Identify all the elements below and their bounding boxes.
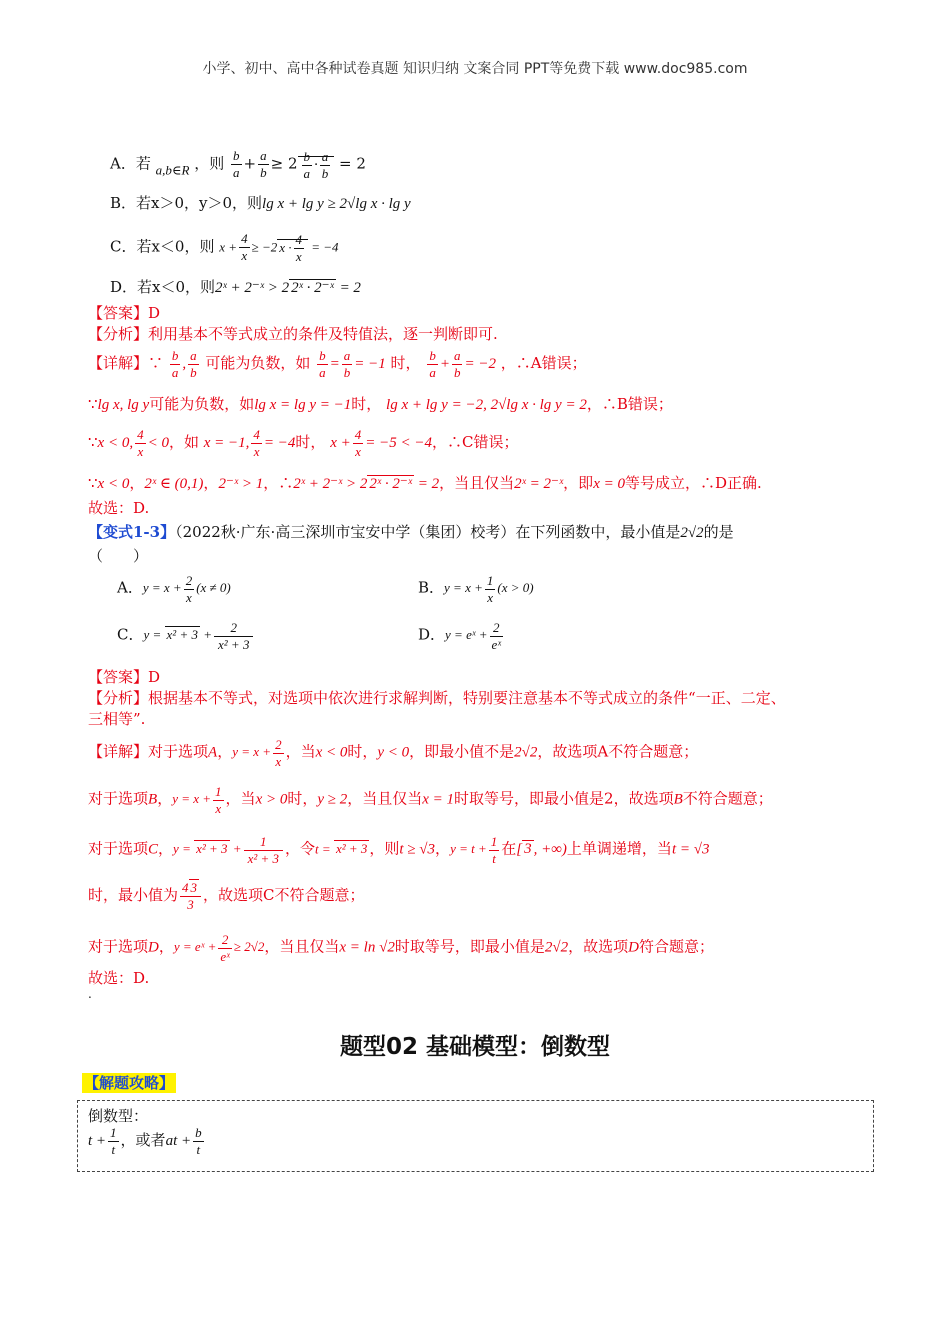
- q2-option-c: C．y = x² + 3 + $\frac{2}{\text{x² + 3}}$: [117, 620, 255, 653]
- stray-dot: .: [88, 987, 92, 1001]
- q1-analysis: 【分析】利用基本不等式成立的条件及特值法，逐一判断即可.: [88, 325, 498, 343]
- q2-option-d: D．y = eˣ + $\frac{2}{\text{eˣ}}$: [418, 620, 501, 652]
- q2-detail-b: 对于选项B，y = x + $\frac{1}{x}$ ，当x > 0时，y ≥ 2，当且仅当x = 1时取等号，即最小值是2，故选项B不符合题意；: [88, 784, 773, 816]
- q2-detail-a: 【详解】对于选项A，y = x + $\frac{2}{x}$ ，当x < 0时，y < 0，即最小值不是2√2，故选项A不符合题意；: [88, 737, 699, 769]
- q1-detail-line3: ∵x < 0, $\frac{4}{x}$ < 0，如 x = −1, $\frac{4}{x}$ = −4时， x + $\frac{4}{x}$ = −5 < −4，∴C错误；: [88, 427, 519, 459]
- option-a: A．若 a,b∈R ，则 $\frac{b}{a}$ + $\frac{a}{b}$ ≥ 2 $\frac{b}{a}$ · $\frac{a}{b}$ = 2: [110, 148, 366, 181]
- q2-detail-c: 对于选项C，y = x² + 3 + $\frac{1}{\text{x² + 3}}$ ，令t = x² + 3 ，则t ≥ √3，y = t + $\frac{1}{t}$ 在[ 3 , +∞)上单调递增，当t = √3: [88, 834, 710, 866]
- option-d: D．若x＜0，则2ˣ + 2⁻ˣ > 2 2ˣ · 2⁻ˣ = 2: [110, 278, 361, 296]
- q2-analysis-2: 三相等”.: [88, 710, 146, 728]
- option-b: B．若x＞0，y＞0，则lg x + lg y ≥ 2√lg x · lg y: [110, 194, 411, 212]
- strategy-box: [77, 1100, 874, 1172]
- q2-paren: （ ）: [88, 547, 149, 565]
- q2-analysis-1: 【分析】根据基本不等式，对选项中依次进行求解判断，特别要注意基本不等式成立的条件“一正、二定、: [88, 689, 786, 707]
- strategy-box-line1: 倒数型：: [88, 1107, 149, 1125]
- q2-option-a: A．y = x + $\frac{2}{x}$ (x ≠ 0): [117, 573, 231, 605]
- option-c: C．若x＜0，则 x + $\frac{4}{x}$ ≥ −2 x · $\frac{4}{x}$ = −4: [110, 231, 339, 265]
- section-title: 题型02 基础模型：倒数型: [339, 1034, 610, 1060]
- q2-detail-d: 对于选项D，y = eˣ + $\frac{2}{\text{eˣ}}$ ≥ 2√2，当且仅当x = ln √2时取等号，即最小值是2√2，故选项D符合题意；: [88, 932, 714, 964]
- q1-detail-line4: ∵x < 0，2ˣ ∈ (0,1)，2⁻ˣ > 1，∴2ˣ + 2⁻ˣ > 2 2ˣ · 2⁻ˣ = 2，当且仅当2ˣ = 2⁻ˣ，即x = 0等号成立，∴D正确.: [88, 474, 762, 492]
- strategy-box-line2: t + $\frac{1}{t}$ ，或者at + $\frac{b}{t}$: [88, 1125, 202, 1157]
- strategy-tag: 【解题攻略】: [84, 1074, 175, 1092]
- q2-detail-c2: 时，最小值为 $\frac{4 3}{3}$ ，故选项C不符合题意；: [88, 880, 365, 912]
- q1-conclusion: 故选：D.: [88, 499, 150, 517]
- q2-stem: 【变式1-3】（2022秋·广东·高三深圳市宝安中学（集团）校考）在下列函数中，最小值是2√2的是: [88, 523, 734, 541]
- site-header: 小学、初中、高中各种试卷真题 知识归纳 文案合同 PPT等免费下载 www.doc985.com: [202, 61, 748, 77]
- q2-answer: 【答案】D: [88, 668, 161, 686]
- q1-detail-line2: ∵lg x, lg y可能为负数，如lg x = lg y = −1时， lg x + lg y = −2, 2√lg x · lg y = 2，∴B错误；: [88, 395, 673, 413]
- q1-detail-line1: 【详解】∵ $\frac{b}{a}$ , $\frac{a}{b}$ 可能为负数，如 $\frac{b}{a}$ = $\frac{a}{b}$ = −1 时， $\frac{b}{a}$ + $\frac{a}{b}$ = −2 ，∴A错误；: [88, 348, 587, 380]
- q2-conclusion: 故选：D.: [88, 969, 150, 987]
- q2-option-b: B．y = x + $\frac{1}{x}$ (x > 0): [418, 573, 534, 605]
- q1-answer: 【答案】D: [88, 304, 161, 322]
